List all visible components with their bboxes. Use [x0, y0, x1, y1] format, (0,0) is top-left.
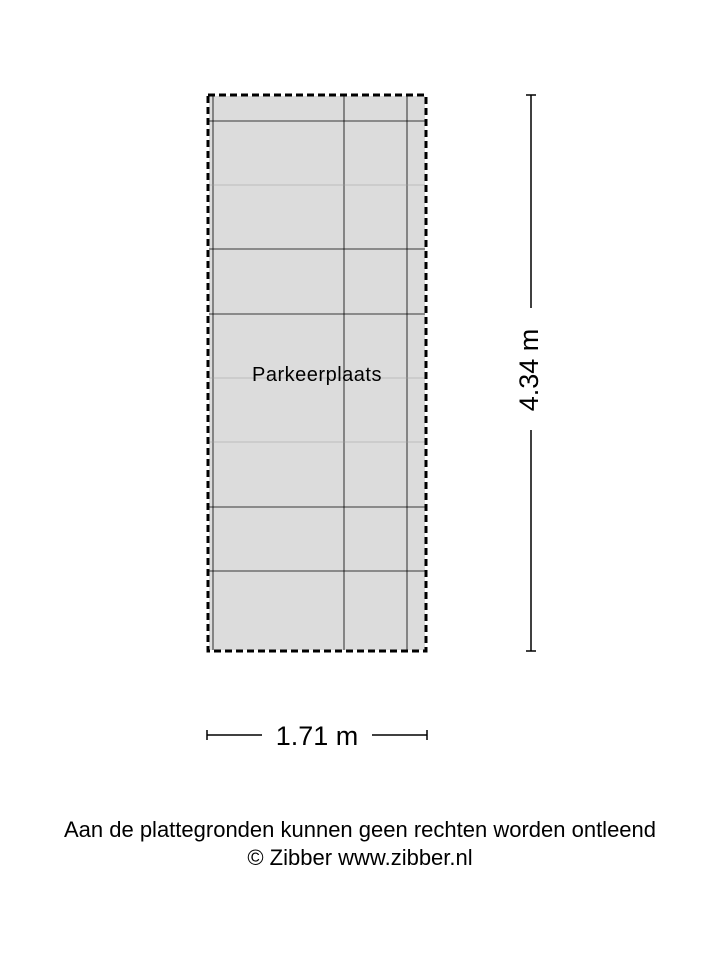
footer-copyright: © Zibber www.zibber.nl	[247, 845, 473, 870]
height-dimension-label: 4.34 m	[514, 328, 545, 412]
footer-disclaimer: Aan de plattegronden kunnen geen rechten worden ontleend	[63, 817, 657, 842]
room-label: Parkeerplaats	[252, 364, 382, 386]
width-dimension-label: 1.71 m	[275, 721, 359, 751]
